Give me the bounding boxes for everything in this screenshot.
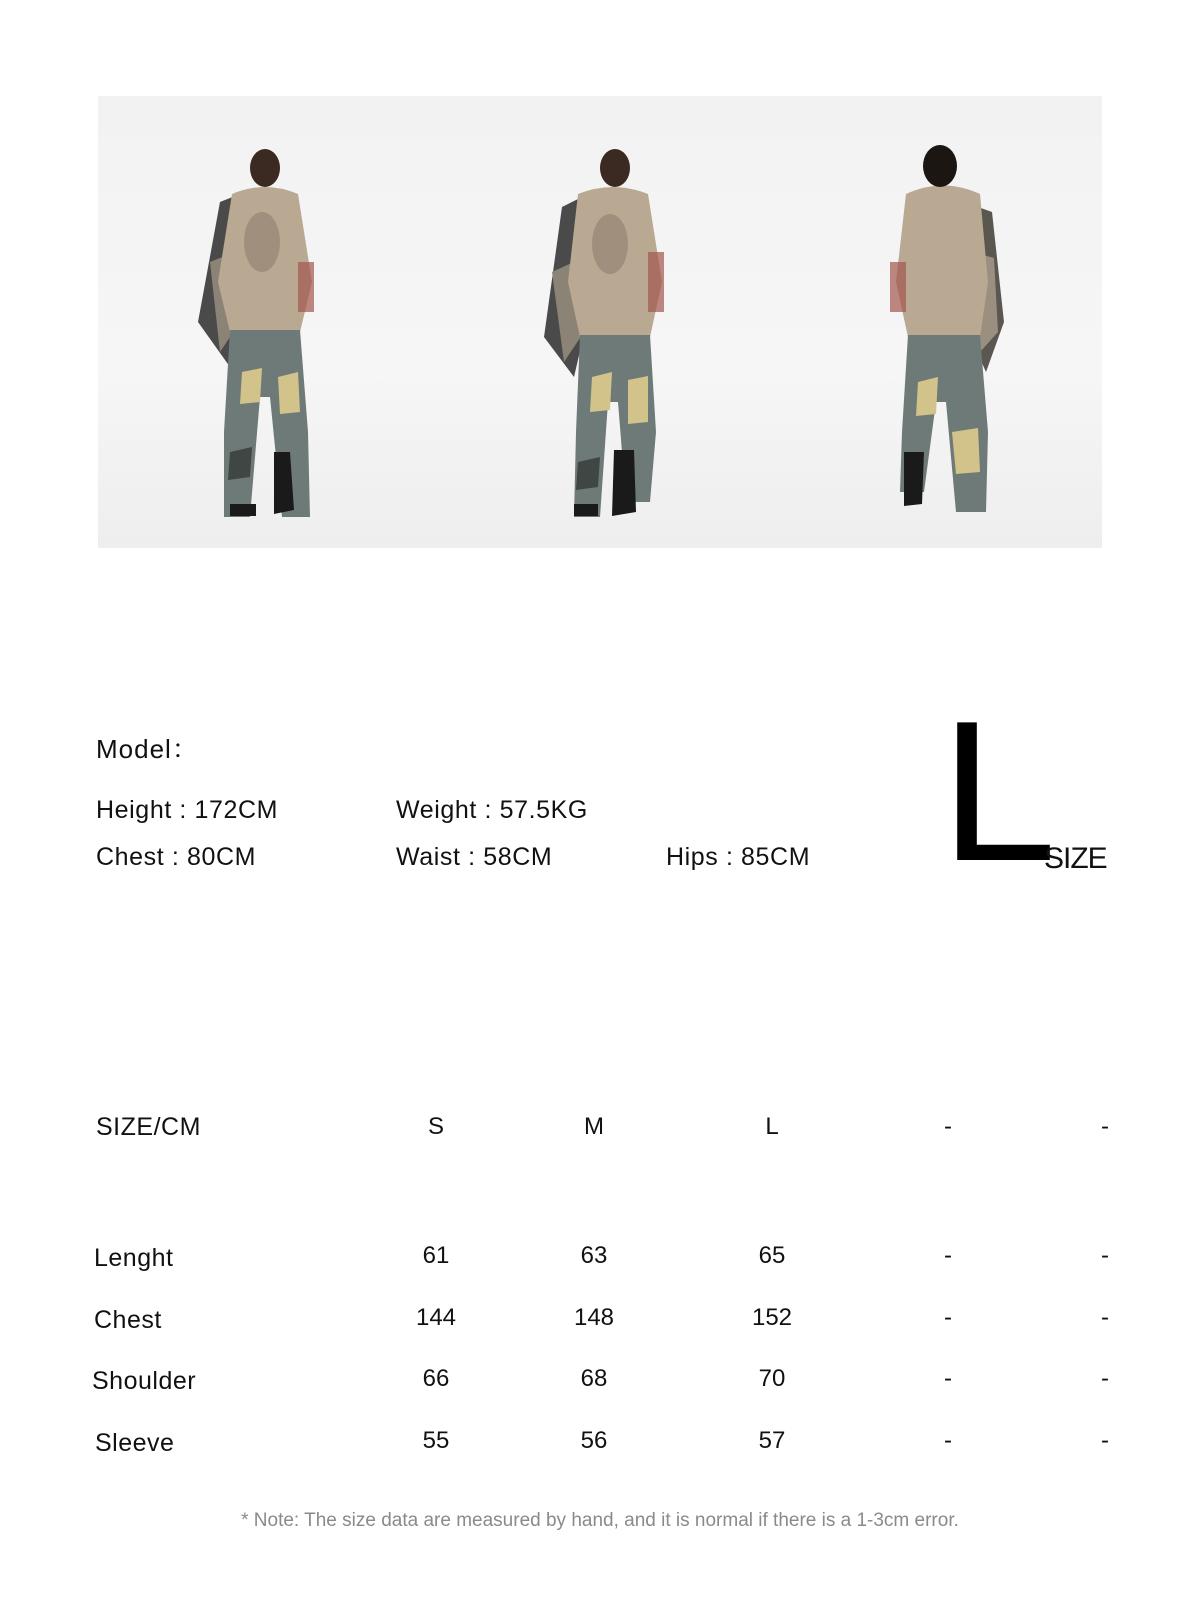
size-table-cell: -	[944, 1304, 952, 1331]
measurement-note: * Note: The size data are measured by hand, and it is normal if there is a 1-3cm error.	[241, 1510, 959, 1531]
size-table-cell: -	[1101, 1427, 1109, 1454]
model-chest: Chest : 80CM	[96, 843, 257, 871]
size-table-header-cell: M	[584, 1113, 604, 1140]
size-table-cell: 65	[758, 1242, 786, 1269]
size-badge-word: SIZE	[1044, 842, 1107, 875]
size-table-cell: 70	[758, 1365, 786, 1392]
size-table-cell: 55	[422, 1427, 450, 1454]
size-table-cell: -	[944, 1242, 952, 1269]
size-table-cell: -	[1101, 1304, 1109, 1331]
model-hips: Hips : 85CM	[666, 843, 811, 871]
model-angle-illustration	[538, 132, 688, 522]
size-table-cell: -	[944, 1365, 952, 1392]
size-badge	[940, 680, 1120, 903]
size-table-cell: 152	[751, 1304, 793, 1331]
size-table-cell: -	[1101, 1365, 1109, 1392]
model-photo-back	[868, 132, 1018, 522]
model-photo-front	[190, 132, 340, 522]
size-table-header-label: SIZE/CM	[96, 1113, 201, 1141]
size-badge-letter: L	[940, 680, 1057, 903]
size-table-cell: 66	[422, 1365, 450, 1392]
size-table-cell: 61	[422, 1242, 450, 1269]
model-photo-strip	[98, 96, 1102, 548]
model-front-illustration	[190, 132, 340, 522]
size-table-header-cell: -	[1101, 1113, 1109, 1140]
model-heading: Model：	[96, 734, 199, 764]
size-table-cell: 144	[415, 1304, 457, 1331]
size-table-row-label: Shoulder	[92, 1367, 197, 1395]
size-table-cell: 68	[580, 1365, 608, 1392]
size-table-cell: 148	[573, 1304, 615, 1331]
size-table-row-label: Lenght	[94, 1244, 174, 1272]
model-weight: Weight : 57.5KG	[396, 796, 588, 824]
size-table-cell: 57	[758, 1427, 786, 1454]
model-waist: Waist : 58CM	[396, 843, 553, 871]
size-table-header-cell: L	[765, 1113, 779, 1140]
size-table-row-label: Chest	[94, 1306, 162, 1334]
size-table-cell: -	[1101, 1242, 1109, 1269]
size-table-cell: -	[944, 1427, 952, 1454]
model-photo-front-angle	[538, 132, 688, 522]
size-table-header-cell: S	[427, 1113, 445, 1140]
model-back-illustration	[868, 132, 1018, 522]
size-table-header-cell: -	[944, 1113, 952, 1140]
size-table-cell: 63	[580, 1242, 608, 1269]
model-height: Height : 172CM	[96, 796, 279, 824]
size-table-row-label: Sleeve	[95, 1429, 175, 1457]
size-table-cell: 56	[580, 1427, 608, 1454]
